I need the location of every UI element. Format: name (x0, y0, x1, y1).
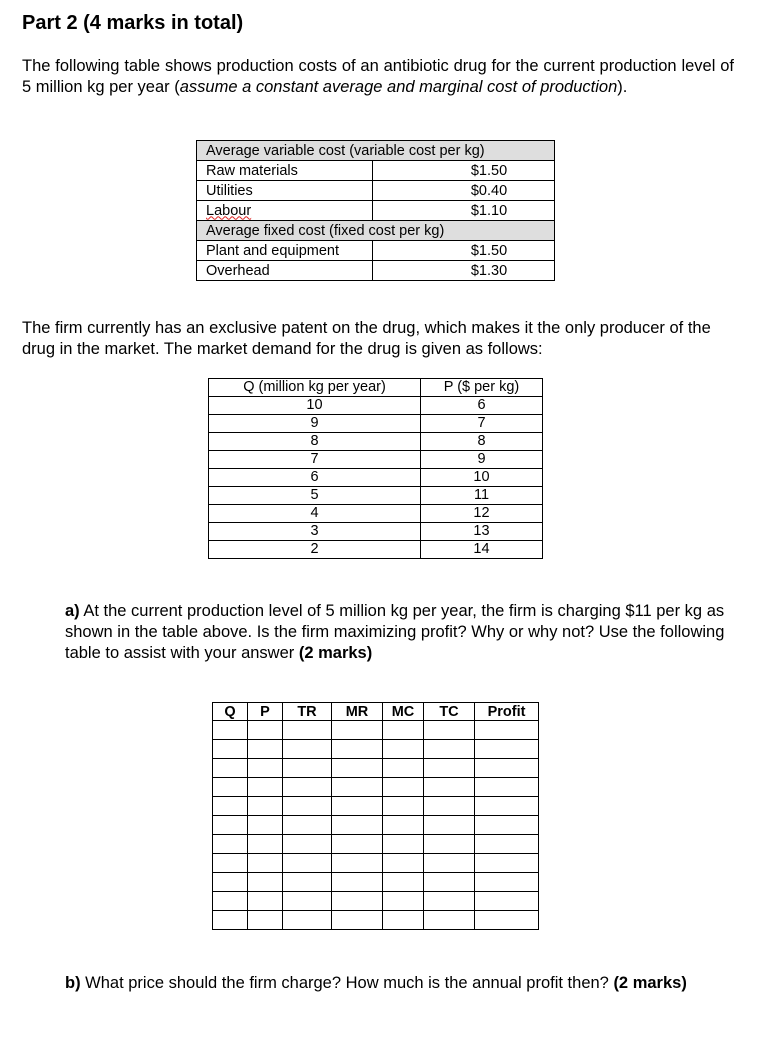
answer-cell (332, 797, 383, 816)
answer-cell (332, 835, 383, 854)
cost-row (197, 241, 555, 261)
question-a-label: a) (65, 602, 80, 620)
demand-p: 9 (421, 451, 543, 469)
intro-end: ). (617, 78, 628, 96)
answer-cell (213, 892, 248, 911)
answer-cell (424, 892, 475, 911)
answer-cell (213, 835, 248, 854)
answer-table-body (213, 721, 539, 930)
answer-header-mr: MR (332, 703, 383, 721)
demand-p: 7 (421, 415, 543, 433)
answer-cell (424, 759, 475, 778)
afc-header: Average fixed cost (fixed cost per kg) (197, 221, 555, 241)
answer-cell (248, 816, 283, 835)
answer-cell (332, 759, 383, 778)
answer-row (213, 892, 539, 911)
answer-cell (383, 721, 424, 740)
answer-cell (424, 873, 475, 892)
answer-cell (213, 740, 248, 759)
answer-cell (475, 740, 539, 759)
demand-p: 11 (421, 487, 543, 505)
demand-p: 12 (421, 505, 543, 523)
answer-cell (213, 721, 248, 740)
answer-cell (475, 911, 539, 930)
answer-cell (383, 797, 424, 816)
question-b-text: What price should the firm charge? How much is the annual profit then? (80, 974, 614, 992)
answer-cell (383, 835, 424, 854)
answer-cell (332, 816, 383, 835)
cost-value: $1.30 (373, 261, 555, 281)
question-b (65, 973, 725, 994)
answer-row (213, 816, 539, 835)
answer-cell (248, 778, 283, 797)
question-a-marks: (2 marks) (298, 644, 373, 662)
answer-header-p: P (248, 703, 283, 721)
answer-cell (332, 778, 383, 797)
answer-cell (213, 854, 248, 873)
answer-cell (475, 759, 539, 778)
answer-cell (424, 797, 475, 816)
page-title: Part 2 (4 marks in total) (22, 12, 244, 34)
demand-q: 3 (209, 523, 421, 541)
demand-p: 8 (421, 433, 543, 451)
demand-row (209, 415, 543, 433)
cost-row (197, 201, 555, 221)
cost-label: Plant and equipment (197, 241, 373, 261)
answer-row (213, 835, 539, 854)
answer-header-mc: MC (383, 703, 424, 721)
answer-cell (283, 835, 332, 854)
answer-row (213, 740, 539, 759)
answer-cell (213, 759, 248, 778)
answer-header-row (213, 703, 539, 721)
answer-row (213, 873, 539, 892)
answer-cell (475, 721, 539, 740)
cost-row (197, 261, 555, 281)
answer-cell (424, 740, 475, 759)
answer-cell (283, 759, 332, 778)
intro-text: The following table shows production costs of an antibiotic drug for the current production level of 5 million kg per year ( (22, 57, 734, 96)
answer-cell (283, 721, 332, 740)
answer-cell (475, 873, 539, 892)
demand-q: 2 (209, 541, 421, 559)
question-b-marks: (2 marks) (613, 974, 687, 992)
answer-cell (383, 873, 424, 892)
answer-cell (248, 759, 283, 778)
cost-label (197, 201, 373, 221)
answer-cell (424, 854, 475, 873)
answer-cell (332, 911, 383, 930)
answer-cell (475, 892, 539, 911)
question-a-text: At the current production level of 5 million kg per year, the firm is charging $11 per kg as shown in the table above. Is the firm maximizing profit? Why or why not? Use the following table to assist with your answer (65, 602, 725, 662)
answer-cell (475, 778, 539, 797)
labour-label: Labour (206, 202, 252, 219)
answer-cell (213, 911, 248, 930)
answer-table (212, 702, 539, 930)
answer-cell (475, 797, 539, 816)
answer-cell (248, 797, 283, 816)
intro-italic: assume a constant average and marginal cost of production (179, 78, 618, 96)
answer-row (213, 778, 539, 797)
answer-cell (283, 816, 332, 835)
answer-cell (332, 892, 383, 911)
answer-cell (383, 740, 424, 759)
answer-cell (424, 835, 475, 854)
answer-row (213, 911, 539, 930)
demand-row (209, 505, 543, 523)
cost-label: Overhead (197, 261, 373, 281)
demand-q: 9 (209, 415, 421, 433)
cost-value: $1.50 (373, 241, 555, 261)
demand-q: 6 (209, 469, 421, 487)
demand-row (209, 451, 543, 469)
answer-cell (248, 892, 283, 911)
cost-header-row (197, 221, 555, 241)
answer-cell (283, 854, 332, 873)
demand-q: 4 (209, 505, 421, 523)
answer-cell (475, 835, 539, 854)
answer-cell (383, 911, 424, 930)
demand-p: 6 (421, 397, 543, 415)
answer-cell (332, 873, 383, 892)
demand-row (209, 487, 543, 505)
answer-cell (283, 911, 332, 930)
answer-header-q: Q (213, 703, 248, 721)
answer-header-tc: TC (424, 703, 475, 721)
cost-row (197, 181, 555, 201)
answer-cell (213, 873, 248, 892)
answer-cell (248, 911, 283, 930)
demand-q: 10 (209, 397, 421, 415)
demand-p: 10 (421, 469, 543, 487)
answer-cell (475, 854, 539, 873)
demand-row (209, 433, 543, 451)
answer-cell (475, 816, 539, 835)
answer-cell (248, 721, 283, 740)
answer-cell (248, 854, 283, 873)
cost-table (196, 140, 555, 281)
demand-table (208, 378, 543, 559)
demand-row (209, 397, 543, 415)
answer-cell (332, 721, 383, 740)
answer-cell (424, 816, 475, 835)
answer-row (213, 854, 539, 873)
answer-cell (213, 797, 248, 816)
answer-header-profit: Profit (475, 703, 539, 721)
answer-cell (383, 816, 424, 835)
cost-value: $0.40 (373, 181, 555, 201)
question-a (65, 601, 725, 664)
answer-cell (383, 892, 424, 911)
answer-cell (248, 873, 283, 892)
demand-header-row (209, 379, 543, 397)
answer-cell (332, 854, 383, 873)
answer-row (213, 759, 539, 778)
answer-row (213, 721, 539, 740)
cost-row (197, 161, 555, 181)
answer-cell (283, 892, 332, 911)
answer-cell (383, 759, 424, 778)
answer-cell (213, 816, 248, 835)
cost-header-row (197, 141, 555, 161)
answer-cell (383, 778, 424, 797)
cost-label: Raw materials (197, 161, 373, 181)
demand-q: 5 (209, 487, 421, 505)
demand-header-p: P ($ per kg) (421, 379, 543, 397)
answer-cell (248, 835, 283, 854)
demand-p: 14 (421, 541, 543, 559)
answer-cell (283, 778, 332, 797)
answer-cell (248, 740, 283, 759)
demand-q: 8 (209, 433, 421, 451)
avc-header: Average variable cost (variable cost per kg) (197, 141, 555, 161)
answer-cell (283, 873, 332, 892)
answer-cell (332, 740, 383, 759)
answer-row (213, 797, 539, 816)
answer-cell (213, 778, 248, 797)
demand-row (209, 541, 543, 559)
demand-q: 7 (209, 451, 421, 469)
market-paragraph: The firm currently has an exclusive patent on the drug, which makes it the only producer of the drug in the market. The market demand for the drug is given as follows: (22, 319, 711, 358)
intro-paragraph (22, 56, 734, 98)
cost-value: $1.50 (373, 161, 555, 181)
cost-value: $1.10 (373, 201, 555, 221)
answer-header-tr: TR (283, 703, 332, 721)
demand-header-q: Q (million kg per year) (209, 379, 421, 397)
demand-row (209, 469, 543, 487)
answer-cell (283, 797, 332, 816)
cost-label: Utilities (197, 181, 373, 201)
demand-p: 13 (421, 523, 543, 541)
answer-cell (424, 778, 475, 797)
answer-cell (383, 854, 424, 873)
answer-cell (283, 740, 332, 759)
answer-cell (424, 721, 475, 740)
answer-cell (424, 911, 475, 930)
demand-row (209, 523, 543, 541)
question-b-label: b) (65, 974, 81, 992)
